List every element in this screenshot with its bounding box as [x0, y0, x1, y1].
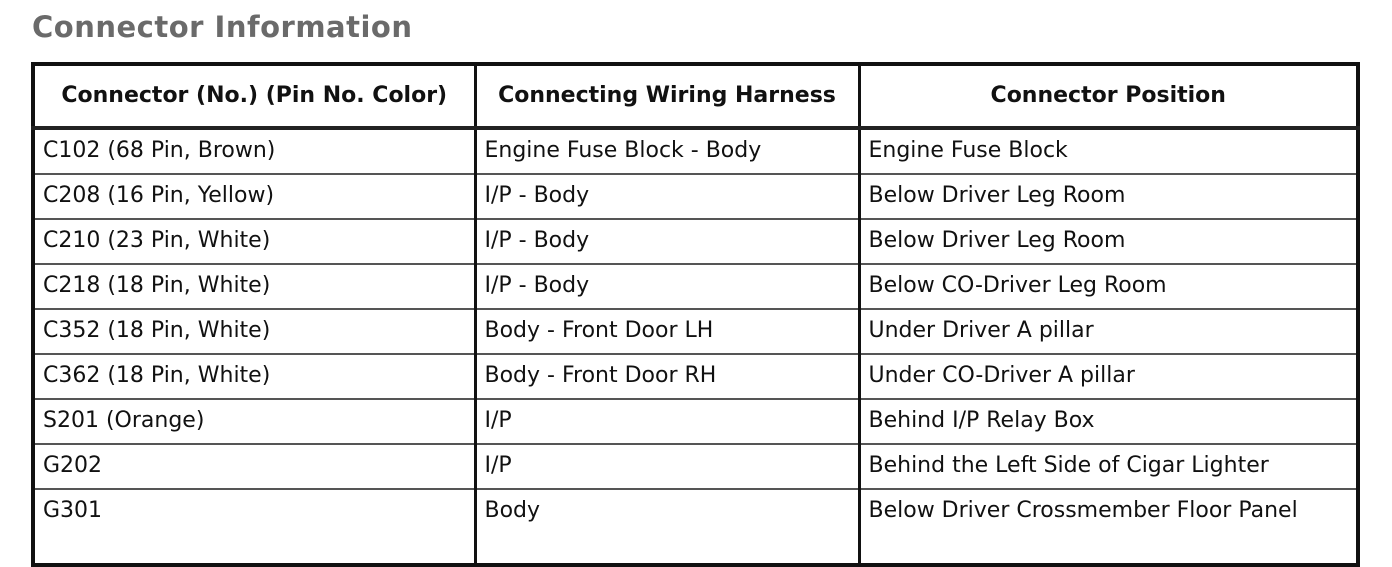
cell-position: Below Driver Leg Room — [859, 219, 1358, 264]
header-connector-position: Connector Position — [859, 64, 1358, 128]
cell-harness: I/P — [475, 444, 859, 489]
page-title: Connector Information — [32, 10, 413, 44]
table-row — [33, 174, 1358, 219]
cell-harness: I/P - Body — [475, 174, 859, 219]
cell-harness: Body - Front Door RH — [475, 354, 859, 399]
cell-position: Below CO-Driver Leg Room — [859, 264, 1358, 309]
table-header-row — [33, 64, 1358, 128]
table-row — [33, 264, 1358, 309]
header-wiring-harness: Connecting Wiring Harness — [475, 64, 859, 128]
cell-position: Under Driver A pillar — [859, 309, 1358, 354]
cell-connector: C210 (23 Pin, White) — [33, 219, 475, 264]
cell-position: Below Driver Crossmember Floor Panel — [859, 489, 1358, 565]
table-row — [33, 309, 1358, 354]
table-row — [33, 354, 1358, 399]
cell-position: Behind I/P Relay Box — [859, 399, 1358, 444]
cell-connector: C352 (18 Pin, White) — [33, 309, 475, 354]
cell-connector: C362 (18 Pin, White) — [33, 354, 475, 399]
cell-harness: I/P - Body — [475, 264, 859, 309]
cell-position: Under CO-Driver A pillar — [859, 354, 1358, 399]
table-row — [33, 128, 1358, 174]
cell-harness: Body - Front Door LH — [475, 309, 859, 354]
table-row — [33, 219, 1358, 264]
cell-connector: G301 — [33, 489, 475, 565]
cell-harness: Engine Fuse Block - Body — [475, 128, 859, 174]
cell-connector: C208 (16 Pin, Yellow) — [33, 174, 475, 219]
cell-connector: C102 (68 Pin, Brown) — [33, 128, 475, 174]
cell-position: Engine Fuse Block — [859, 128, 1358, 174]
table-row — [33, 399, 1358, 444]
cell-harness: I/P - Body — [475, 219, 859, 264]
cell-harness: I/P — [475, 399, 859, 444]
cell-connector: G202 — [33, 444, 475, 489]
connector-table — [31, 62, 1360, 567]
cell-position: Behind the Left Side of Cigar Lighter — [859, 444, 1358, 489]
cell-connector: C218 (18 Pin, White) — [33, 264, 475, 309]
table-row — [33, 444, 1358, 489]
header-connector: Connector (No.) (Pin No. Color) — [33, 64, 475, 128]
cell-position: Below Driver Leg Room — [859, 174, 1358, 219]
cell-harness: Body — [475, 489, 859, 565]
table-row — [33, 489, 1358, 565]
cell-connector: S201 (Orange) — [33, 399, 475, 444]
